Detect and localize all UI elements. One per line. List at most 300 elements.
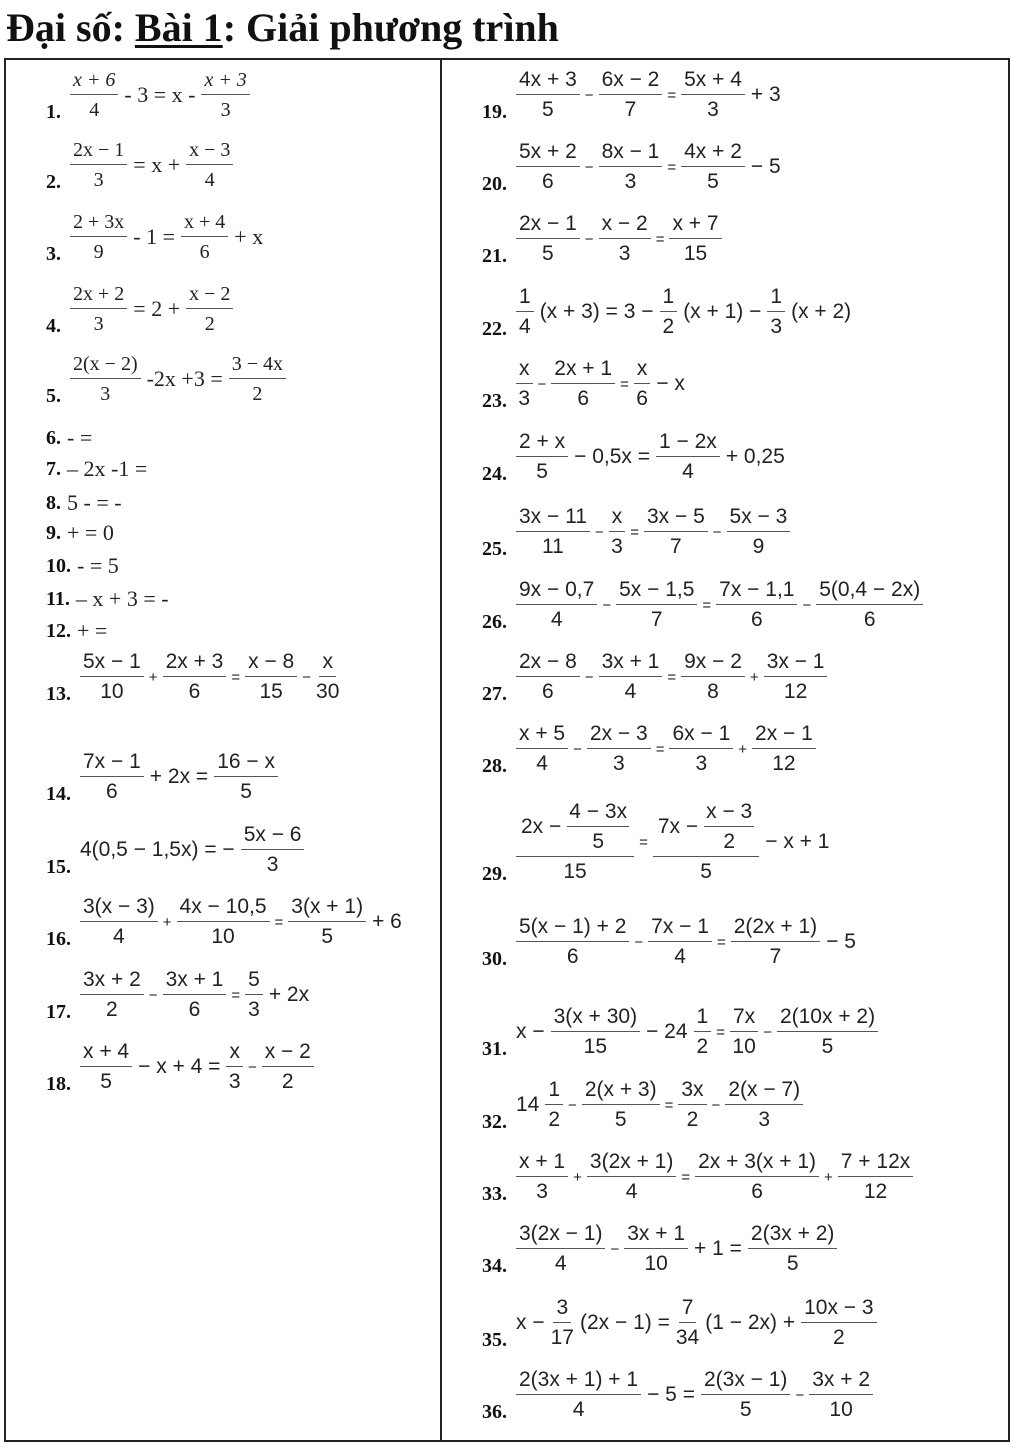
item-number: 28.: [482, 755, 507, 777]
numerator: 5x − 1: [80, 650, 144, 677]
equation: [513, 357, 688, 411]
operator: −: [148, 986, 158, 1004]
fraction: [201, 68, 249, 122]
numerator: 3x + 1: [163, 968, 227, 995]
item-number: 16.: [46, 928, 71, 950]
denominator: 4: [625, 1180, 638, 1203]
equation-item: [482, 1078, 806, 1132]
item-number: 14.: [46, 783, 71, 805]
denominator: 2: [548, 1108, 561, 1131]
denominator: 3: [93, 169, 104, 191]
equation-item: [482, 1150, 916, 1204]
item-number: 5.: [46, 385, 61, 407]
equation: [67, 425, 92, 451]
denominator: 12: [863, 1180, 888, 1203]
equation: [513, 285, 854, 339]
denominator: 4: [519, 315, 531, 338]
denominator: 6: [199, 241, 210, 263]
item-number: 17.: [46, 1001, 71, 1023]
fraction: [731, 915, 820, 969]
equation-item: [46, 352, 289, 406]
numerator: 5x + 2: [516, 140, 580, 167]
item-number: 2.: [46, 171, 61, 193]
fraction: [777, 1005, 878, 1059]
numerator: 2x + 2: [70, 282, 127, 309]
equation-item: [482, 140, 784, 194]
fraction: [801, 1296, 876, 1350]
fraction: [599, 212, 651, 266]
numerator: x: [516, 357, 533, 384]
numerator: 3x + 2: [80, 968, 144, 995]
equation-item: [46, 823, 307, 877]
item-number: 19.: [482, 101, 507, 123]
equation: [77, 895, 405, 949]
denominator: 6: [863, 608, 876, 631]
denominator: 3: [266, 853, 279, 876]
numerator: 5(x − 1) + 2: [516, 915, 629, 942]
operator: −: [711, 1096, 721, 1114]
term: − 5 =: [647, 1383, 695, 1406]
equation-item: [482, 212, 725, 266]
equation: [513, 915, 859, 969]
operator: −: [573, 740, 582, 758]
numerator: 2 + 3x: [70, 210, 127, 237]
fraction: [163, 650, 227, 704]
lesson-label: Bài 1: [134, 5, 223, 50]
item-number: 35.: [482, 1329, 507, 1351]
fraction: [582, 1078, 660, 1132]
operator: −: [568, 1096, 577, 1114]
numerator: x − 2: [186, 282, 233, 309]
item-number: 13.: [46, 683, 71, 705]
equation-item: [46, 650, 342, 704]
denominator: 4: [550, 608, 563, 631]
denominator: 4: [572, 1398, 585, 1421]
fraction: [809, 1368, 873, 1422]
numerator: 3(2x + 1): [587, 1150, 676, 1177]
numerator: 10x − 3: [801, 1296, 876, 1323]
fraction: [681, 650, 745, 704]
fraction: [516, 212, 580, 266]
numerator: x + 5: [516, 722, 568, 749]
denominator: 6: [106, 780, 118, 803]
denominator: 3: [93, 313, 104, 335]
fraction: [245, 968, 263, 1022]
fraction: [669, 722, 733, 776]
numerator: 7x: [730, 1005, 758, 1032]
equation-item: [46, 490, 122, 516]
item-number: 23.: [482, 390, 507, 412]
item-number: 7.: [46, 458, 61, 480]
item-number: 18.: [46, 1073, 71, 1095]
fraction: [764, 650, 828, 704]
numerator: 2(x + 3): [582, 1078, 660, 1105]
numerator: 2(10x + 2): [777, 1005, 878, 1032]
denominator: 12: [783, 680, 808, 703]
fraction: [551, 357, 615, 411]
term: + 3: [750, 83, 781, 106]
numerator: 2x + 1: [551, 357, 615, 384]
numerator: 5(0,4 − 2x): [816, 578, 923, 605]
numerator: x − 3: [704, 800, 754, 827]
fraction: [186, 138, 233, 192]
item-number: 8.: [46, 492, 61, 514]
fraction: [545, 1078, 563, 1132]
fraction: [245, 650, 297, 704]
equation-text: - = 5: [77, 553, 119, 578]
numerator: 5x − 3: [727, 505, 791, 532]
operator: −: [247, 1058, 257, 1076]
fraction: [70, 282, 127, 336]
equation: [513, 430, 788, 484]
numerator: 2x + 3(x + 1): [695, 1150, 819, 1177]
denominator: 5: [707, 170, 719, 193]
equation: [513, 212, 725, 266]
fraction: [262, 1040, 314, 1094]
equation: [513, 1005, 881, 1059]
fraction: [748, 1222, 837, 1276]
equation-item: [46, 586, 169, 612]
fraction: [241, 823, 305, 877]
numerator: x + 6: [70, 68, 118, 95]
denominator: 3: [518, 387, 531, 410]
equation: [513, 578, 926, 632]
denominator: 6: [542, 170, 554, 193]
operator: −: [537, 375, 547, 393]
fraction: [676, 1296, 699, 1350]
fraction: [516, 1368, 641, 1422]
term: − x + 1: [765, 830, 830, 853]
denominator: 10: [644, 1252, 668, 1275]
denominator: 3: [624, 170, 637, 193]
complex-numerator: [516, 800, 634, 857]
term: 7x −: [657, 815, 699, 838]
equation: [67, 68, 253, 122]
numerator: 3x + 1: [624, 1222, 688, 1249]
denominator: 2: [662, 315, 675, 338]
equation: [513, 722, 819, 776]
operator: −: [802, 596, 812, 614]
term: 2x −: [521, 815, 562, 838]
operator: =: [274, 913, 284, 931]
equation: [513, 1150, 916, 1204]
equation-text: – x + 3 = -: [75, 586, 169, 611]
operator: =: [667, 158, 677, 176]
equation: [67, 352, 289, 406]
equation: [513, 1368, 876, 1422]
numerator: 1: [694, 1005, 712, 1032]
complex-denominator: 5: [700, 860, 712, 883]
fraction: [678, 1078, 706, 1132]
numerator: 4x + 2: [681, 140, 745, 167]
fraction: [80, 750, 144, 804]
fraction: [767, 285, 785, 339]
term: x −: [516, 1020, 545, 1043]
denominator: 2: [204, 313, 215, 335]
equation: [67, 490, 122, 516]
item-number: 22.: [482, 318, 507, 340]
equation: [513, 1296, 880, 1350]
numerator: 5x + 4: [681, 68, 745, 95]
complex-fraction: [653, 800, 759, 884]
item-number: 26.: [482, 611, 507, 633]
denominator: 3: [707, 98, 719, 121]
denominator: 15: [259, 680, 283, 703]
numerator: x: [319, 650, 336, 677]
numerator: x + 4: [80, 1040, 132, 1067]
term: (2x − 1) =: [579, 1311, 670, 1334]
equation-item: [46, 138, 236, 192]
numerator: 5: [245, 968, 263, 995]
item-number: 10.: [46, 555, 71, 577]
equation-item: [46, 210, 266, 264]
page-title: [6, 4, 559, 52]
denominator: 4: [674, 945, 686, 968]
operator: =: [231, 668, 241, 686]
fraction: [177, 895, 270, 949]
denominator: 3: [758, 1108, 771, 1131]
numerator: 4 − 3x: [567, 800, 629, 827]
operator: =: [681, 1168, 691, 1186]
term: + 2x =: [149, 765, 209, 788]
operator: =: [667, 86, 677, 104]
numerator: 5x − 6: [241, 823, 305, 850]
denominator: 8: [707, 680, 719, 703]
fraction: [80, 1040, 132, 1094]
equation-item: [482, 285, 854, 339]
numerator: 3: [553, 1296, 571, 1323]
term: + 2x: [268, 983, 310, 1006]
fraction: [163, 968, 227, 1022]
equation: [77, 968, 312, 1022]
denominator: 10: [100, 680, 124, 703]
denominator: 7: [769, 945, 782, 968]
numerator: 4x + 3: [516, 68, 580, 95]
item-number: 12.: [46, 620, 71, 642]
operator: +: [162, 913, 172, 931]
column-divider: [440, 58, 442, 1442]
numerator: 1: [516, 285, 534, 312]
term: − 5: [826, 930, 856, 953]
fraction: [695, 1150, 819, 1204]
numerator: 2x − 8: [516, 650, 580, 677]
equation-text: 5 - = -: [67, 490, 122, 515]
denominator: 5: [739, 1398, 752, 1421]
operator: =: [639, 833, 648, 851]
denominator: 3: [618, 242, 631, 265]
fraction: [730, 1005, 758, 1059]
numerator: 3x: [678, 1078, 706, 1105]
equation: [513, 800, 832, 884]
term: + 1 =: [694, 1237, 742, 1260]
item-number: 21.: [482, 245, 507, 267]
item-number: 33.: [482, 1183, 507, 1205]
equation: [77, 618, 107, 644]
term: + x: [234, 224, 264, 249]
operator: =: [664, 1096, 674, 1114]
title-suffix: : Giải phương trình: [222, 5, 559, 50]
fraction: [616, 578, 697, 632]
term: (1 − 2x) +: [705, 1311, 796, 1334]
fraction: [516, 357, 533, 411]
denominator: 2: [252, 383, 263, 405]
fraction: [551, 1005, 640, 1059]
term: 4(0,5 − 1,5x) = −: [80, 838, 235, 861]
operator: −: [795, 1386, 805, 1404]
equation-item: [482, 915, 859, 969]
denominator: 2: [696, 1035, 709, 1058]
numerator: 2(3x + 1) + 1: [516, 1368, 641, 1395]
fraction: [516, 140, 580, 194]
equation-item: [482, 1005, 881, 1059]
denominator: 3: [612, 752, 625, 775]
denominator: 5: [100, 1070, 112, 1093]
denominator: 6: [542, 680, 554, 703]
fraction: [516, 430, 568, 484]
fraction: [644, 505, 708, 559]
equation-item: [46, 1040, 317, 1094]
denominator: 4: [536, 752, 548, 775]
fraction: [288, 895, 366, 949]
numerator: 1: [545, 1078, 563, 1105]
equation-item: [482, 430, 788, 484]
numerator: 3(2x − 1): [516, 1222, 605, 1249]
item-number: 24.: [482, 463, 507, 485]
equation-item: [482, 1296, 880, 1350]
fraction: [660, 285, 678, 339]
equation: [513, 505, 793, 559]
fraction: [634, 357, 651, 411]
numerator: 3x + 1: [599, 650, 663, 677]
denominator: 7: [624, 98, 637, 121]
fraction: [516, 578, 597, 632]
numerator: 7: [679, 1296, 697, 1323]
item-number: 25.: [482, 538, 507, 560]
operator: −: [584, 668, 594, 686]
denominator: 5: [321, 925, 334, 948]
denominator: 6: [751, 1180, 763, 1203]
numerator: x − 2: [262, 1040, 314, 1067]
equation-item: [482, 1222, 840, 1276]
item-number: 30.: [482, 948, 507, 970]
term: − 0,5x =: [574, 445, 651, 468]
fraction: [80, 650, 144, 704]
item-number: 4.: [46, 315, 61, 337]
operator: −: [302, 668, 312, 686]
term: = x +: [133, 152, 181, 177]
equation-text: - =: [67, 425, 93, 450]
operator: +: [749, 668, 759, 686]
denominator: 4: [554, 1252, 567, 1275]
fraction: [681, 140, 745, 194]
fraction: [727, 505, 791, 559]
fraction: [716, 578, 797, 632]
denominator: 3: [248, 998, 260, 1021]
numerator: 7 + 12x: [838, 1150, 913, 1177]
equation: [77, 750, 281, 804]
denominator: 2: [723, 830, 736, 853]
numerator: 7x − 1: [648, 915, 712, 942]
equation: [67, 138, 236, 192]
numerator: 2(x − 2): [70, 352, 141, 379]
equation: [513, 68, 784, 122]
operator: =: [630, 523, 639, 541]
operator: −: [712, 523, 722, 541]
complex-denominator: 15: [563, 860, 587, 883]
numerator: 2x − 1: [752, 722, 816, 749]
fraction: [80, 968, 144, 1022]
denominator: 15: [583, 1035, 608, 1058]
numerator: 2(3x + 2): [748, 1222, 837, 1249]
inner-fraction: [704, 800, 754, 854]
operator: +: [824, 1168, 833, 1186]
equation: [67, 282, 236, 336]
numerator: 6x − 1: [669, 722, 733, 749]
denominator: 6: [577, 387, 589, 410]
operator: −: [602, 596, 612, 614]
equation-item: [46, 68, 253, 122]
numerator: 3(x + 1): [288, 895, 366, 922]
numerator: 3x − 5: [644, 505, 708, 532]
denominator: 5: [592, 830, 605, 853]
denominator: 6: [188, 680, 201, 703]
complex-numerator: [653, 800, 759, 857]
equation-item: [482, 722, 819, 776]
term: (x + 1) −: [683, 300, 762, 323]
denominator: 4: [624, 680, 637, 703]
operator: +: [738, 740, 748, 758]
equation: [77, 823, 307, 877]
equation-item: [482, 578, 926, 632]
equation: [67, 456, 147, 482]
operator: +: [148, 668, 158, 686]
equation-item: [482, 505, 793, 559]
numerator: 9x − 0,7: [516, 578, 597, 605]
equation-text: + = 0: [67, 520, 114, 545]
operator: −: [584, 158, 594, 176]
denominator: 7: [670, 535, 682, 558]
equation: [67, 520, 114, 546]
denominator: 3: [228, 1070, 241, 1093]
denominator: 6: [636, 387, 648, 410]
term: − x + 4 =: [138, 1055, 221, 1078]
denominator: 5: [542, 242, 554, 265]
equation-item: [482, 1368, 876, 1422]
operator: −: [584, 86, 594, 104]
denominator: 7: [650, 608, 663, 631]
denominator: 10: [732, 1035, 756, 1058]
item-number: 9.: [46, 522, 61, 544]
denominator: 3: [611, 535, 623, 558]
operator: +: [573, 1168, 582, 1186]
denominator: 30: [316, 680, 340, 703]
fraction: [229, 352, 286, 406]
numerator: 2x − 1: [516, 212, 580, 239]
fraction: [681, 68, 745, 122]
denominator: 4: [113, 925, 125, 948]
item-number: 3.: [46, 243, 61, 265]
numerator: x: [634, 357, 651, 384]
numerator: x + 4: [181, 210, 228, 237]
equation: [513, 140, 784, 194]
equation: [67, 210, 266, 264]
equation-item: [482, 357, 688, 411]
term: + 6: [372, 910, 402, 933]
operator: =: [655, 740, 665, 758]
equation-item: [46, 282, 236, 336]
term: = 2 +: [133, 296, 181, 321]
equation: [77, 553, 119, 579]
